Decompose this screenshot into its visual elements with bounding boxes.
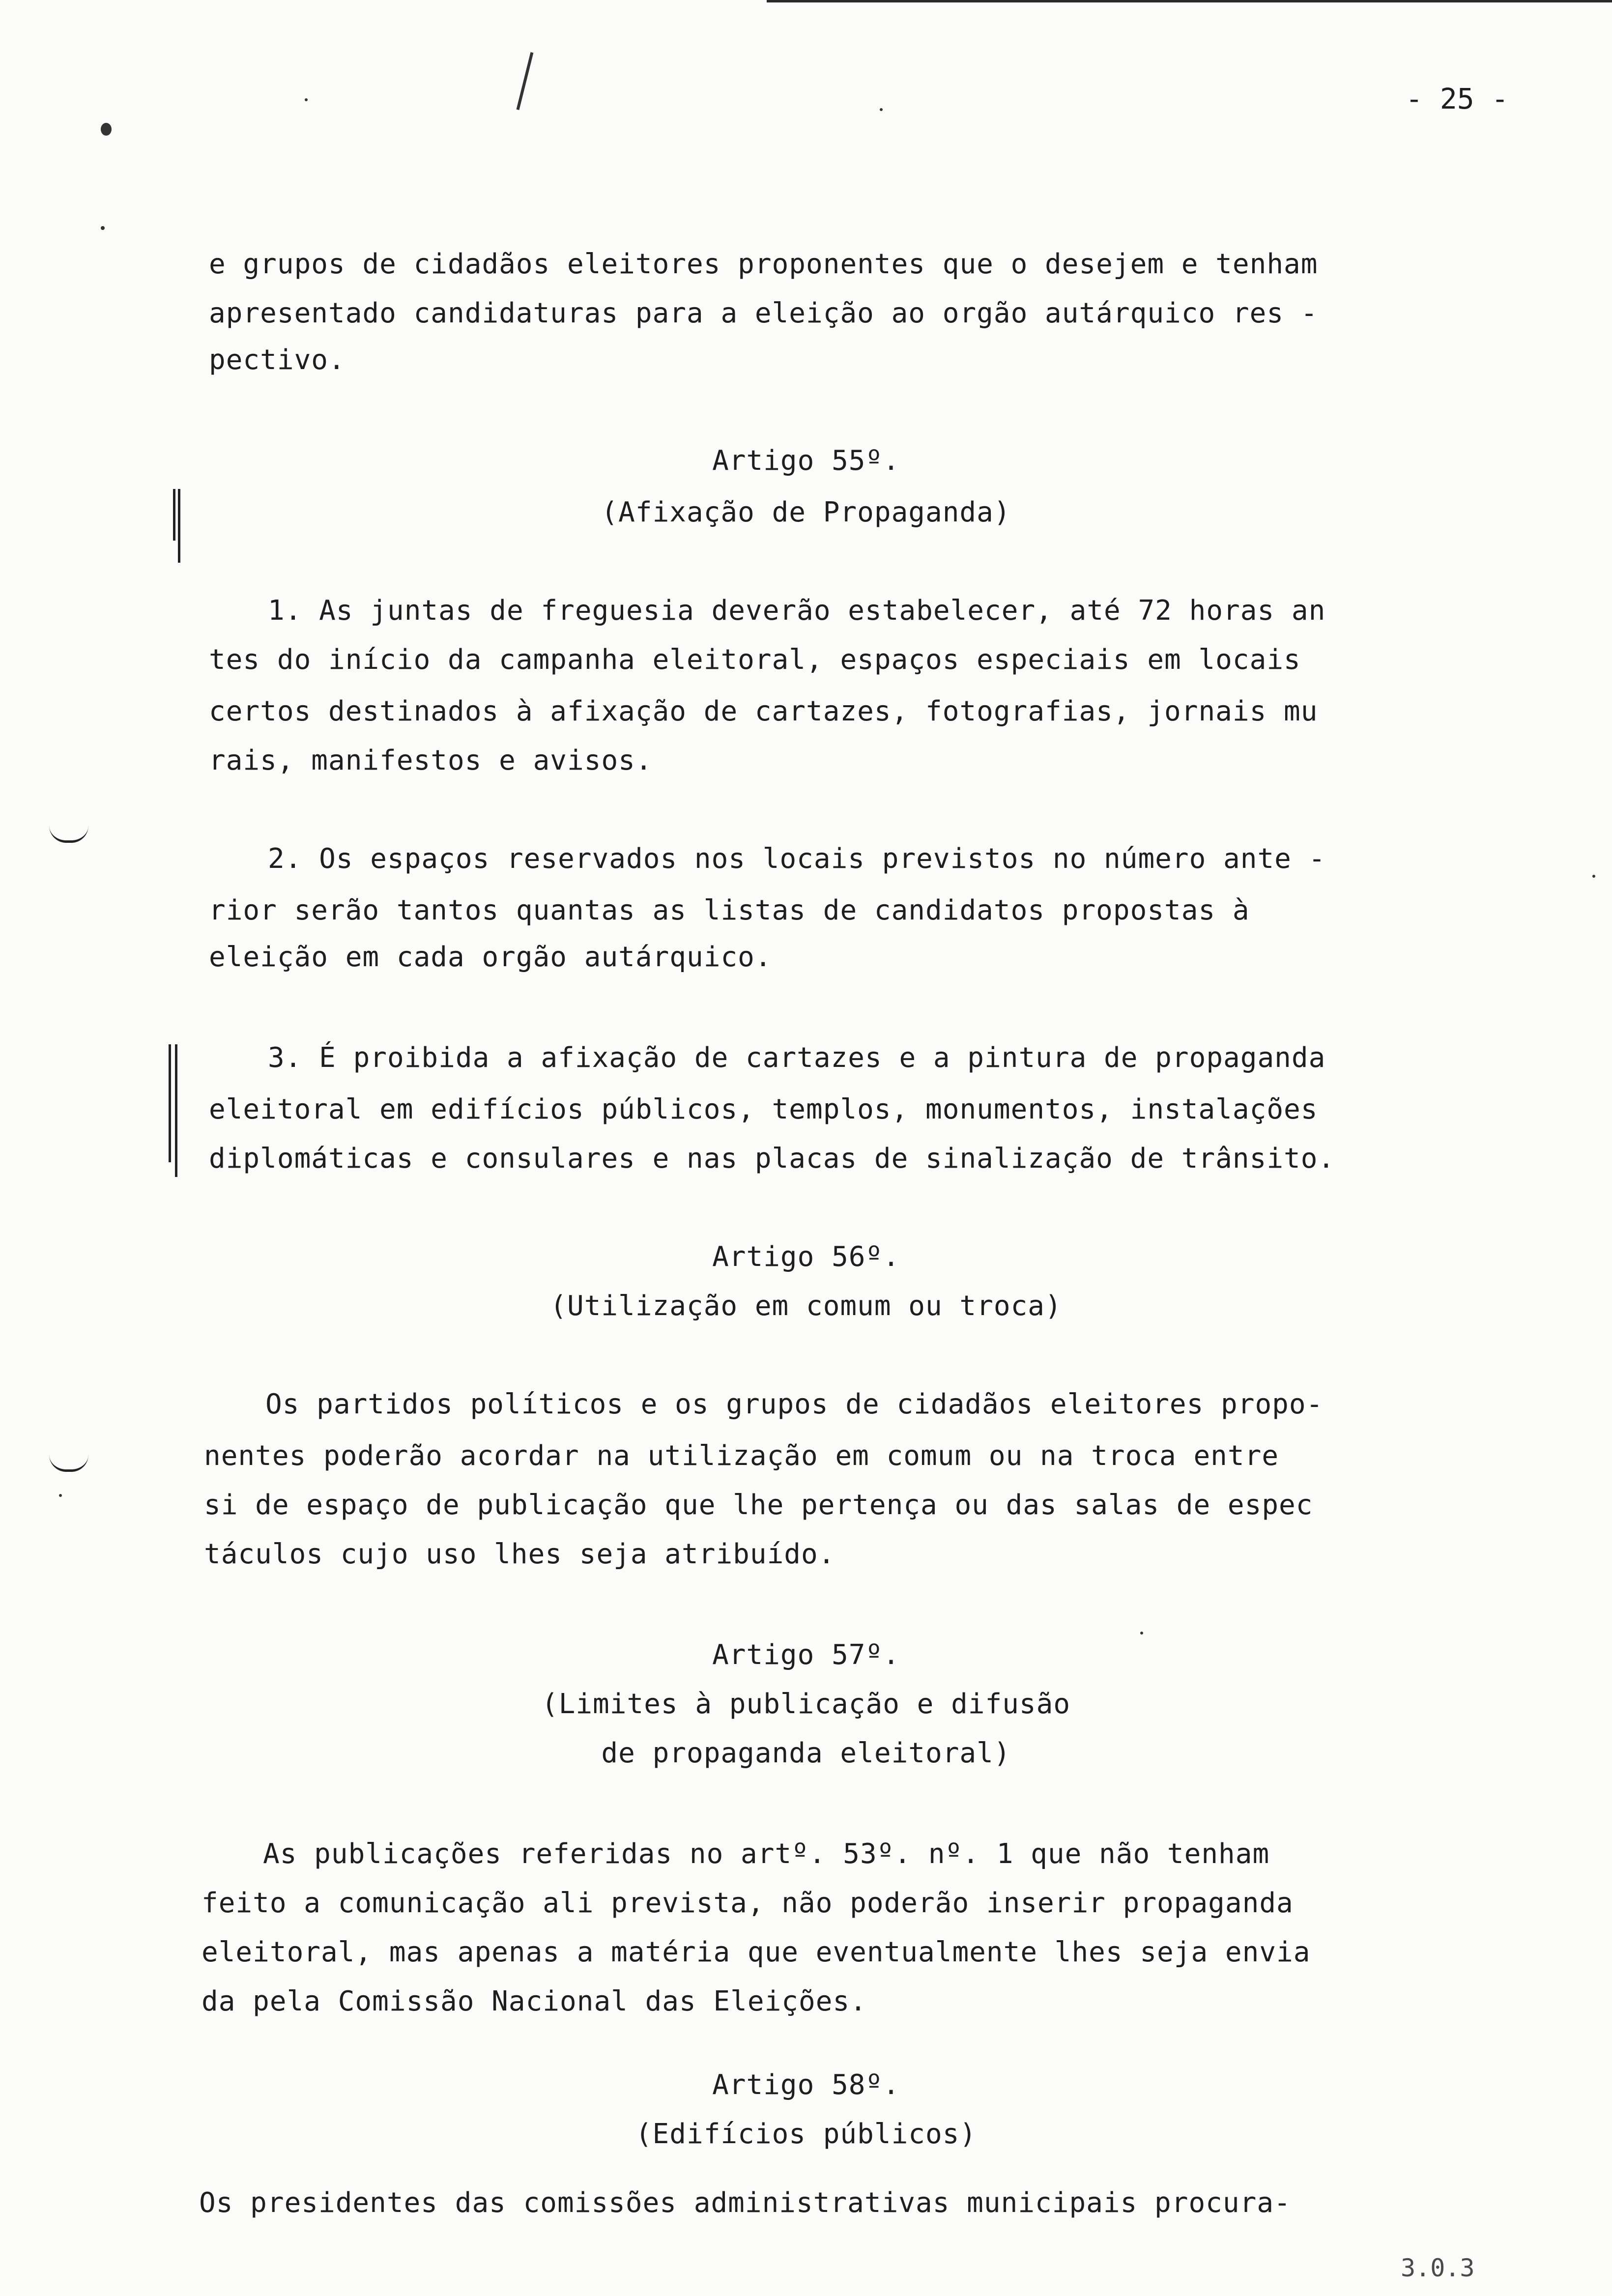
- ink-speck: [59, 1494, 62, 1497]
- text-line: apresentado candidaturas para a eleição ao orgão autárquico res -: [209, 297, 1318, 329]
- margin-bracket: [49, 1455, 88, 1472]
- article-56-title: (Utilização em comum ou troca): [550, 1290, 1062, 1322]
- ink-dot: [101, 123, 112, 136]
- ink-speck: [880, 108, 883, 111]
- article-57-number: Artigo 57º.: [712, 1639, 900, 1671]
- article-55-title: (Afixação de Propaganda): [601, 496, 1011, 528]
- text-line: pectivo.: [209, 344, 345, 376]
- text-line: si de espaço de publicação que lhe pertença ou das salas de espec: [204, 1489, 1313, 1521]
- text-line: e grupos de cidadãos eleitores proponentes que o desejem e tenham: [209, 248, 1318, 280]
- text-line: 3. É proibida a afixação de cartazes e a pintura de propaganda: [268, 1042, 1326, 1074]
- text-line: tes do início da campanha eleitoral, espaços especiais em locais: [209, 644, 1301, 676]
- text-line: 1. As juntas de freguesia deverão estabelecer, até 72 horas an: [268, 595, 1326, 627]
- text-line: diplomáticas e consulares e nas placas de sinalização de trânsito.: [209, 1143, 1335, 1175]
- page-number: - 25 -: [1406, 82, 1509, 115]
- pen-stroke: [517, 52, 534, 110]
- footer-mark: 3.0.3: [1401, 2254, 1475, 2282]
- margin-bar: [169, 1044, 171, 1162]
- ink-speck: [1140, 1632, 1143, 1635]
- article-58-number: Artigo 58º.: [712, 2069, 900, 2101]
- article-57-title-line-2: de propaganda eleitoral): [601, 1737, 1011, 1769]
- article-57-title-line-1: (Limites à publicação e difusão: [541, 1688, 1071, 1720]
- text-line: Os presidentes das comissões administrativas municipais procura-: [199, 2187, 1291, 2219]
- article-55-number: Artigo 55º.: [712, 445, 900, 477]
- text-line: As publicações referidas no artº. 53º. nº. 1 que não tenham: [263, 1838, 1270, 1870]
- text-line: eleitoral, mas apenas a matéria que eventualmente lhes seja envia: [202, 1936, 1311, 1968]
- article-56-number: Artigo 56º.: [712, 1241, 900, 1273]
- text-line: rior serão tantos quantas as listas de candidatos propostas à: [209, 894, 1250, 926]
- ink-speck: [1592, 875, 1595, 878]
- article-58-title: (Edifícios públicos): [635, 2118, 977, 2150]
- ink-speck: [101, 226, 105, 230]
- text-line: eleitoral em edifícios públicos, templos, monumentos, instalações: [209, 1093, 1318, 1125]
- text-line: eleição em cada orgão autárquico.: [209, 941, 772, 973]
- text-line: rais, manifestos e avisos.: [209, 745, 653, 776]
- top-rule: [767, 0, 1612, 2]
- text-line: 2. Os espaços reservados nos locais previstos no número ante -: [268, 843, 1326, 875]
- margin-bar: [175, 1044, 177, 1177]
- text-line: Os partidos políticos e os grupos de cidadãos eleitores propo-: [265, 1388, 1324, 1420]
- ink-speck: [305, 98, 308, 101]
- text-line: da pela Comissão Nacional das Eleições.: [202, 1985, 867, 2017]
- margin-bracket: [49, 826, 88, 843]
- text-line: táculos cujo uso lhes seja atribuído.: [204, 1538, 835, 1570]
- text-line: certos destinados à afixação de cartazes, fotografias, jornais mu: [209, 695, 1318, 727]
- text-line: nentes poderão acordar na utilização em comum ou na troca entre: [204, 1440, 1279, 1472]
- text-line: feito a comunicação ali prevista, não poderão inserir propaganda: [202, 1887, 1294, 1919]
